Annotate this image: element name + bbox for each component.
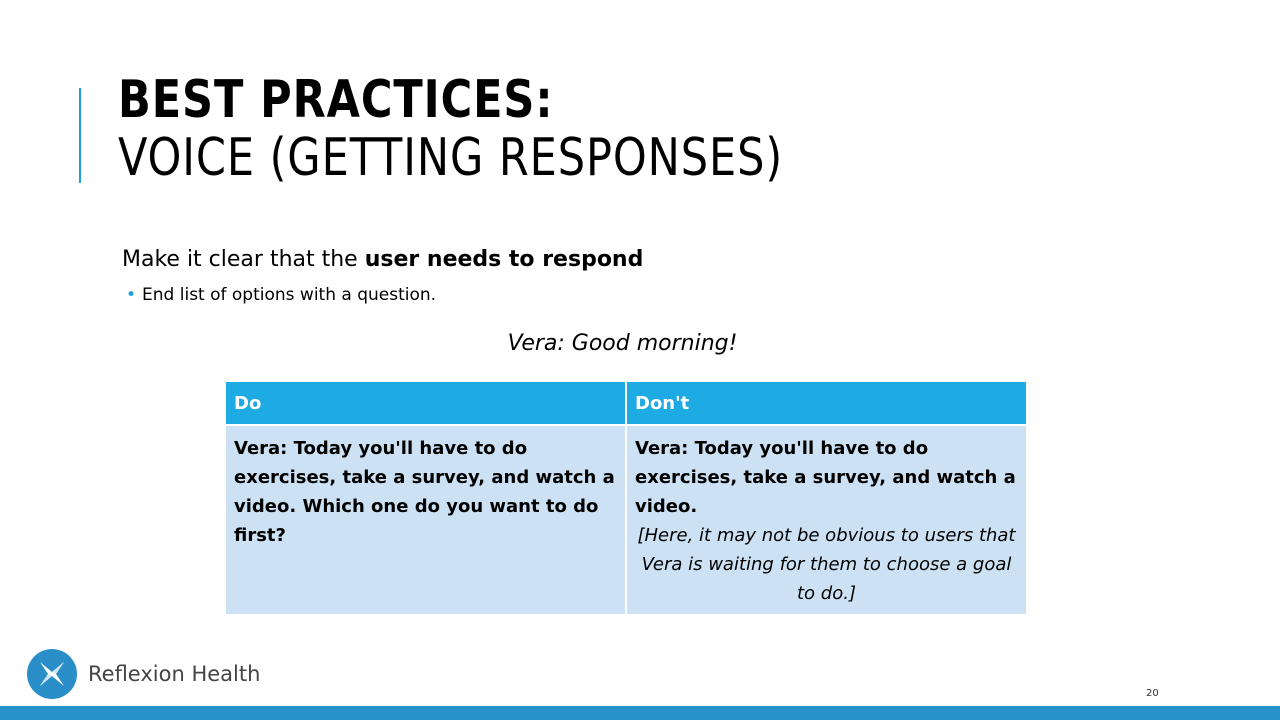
greeting-text: Vera: Good morning!	[507, 331, 738, 356]
dont-text: Vera: Today you'll have to do exercises, take a survey, and watch a video.	[635, 438, 1016, 517]
dont-note: [Here, it may not be obvious to users that Vera is waiting for them to choose a goal to do.]	[637, 525, 1016, 604]
footer-bar	[0, 706, 1280, 720]
body-heading	[122, 247, 643, 272]
table-row	[226, 425, 1026, 614]
page-number: 20	[1146, 688, 1159, 699]
cell-do	[226, 425, 626, 614]
title-line-2: VOICE (GETTING RESPONSES)	[118, 128, 784, 188]
bullet-text: End list of options with a question.	[142, 285, 437, 305]
body-heading-prefix: Make it clear that the	[122, 247, 365, 272]
do-text: Vera: Today you'll have to do exercises, take a survey, and watch a video. Which one do you want to do first?	[234, 438, 615, 546]
title-line-1: BEST PRACTICES:	[118, 70, 554, 130]
cell-dont	[626, 425, 1026, 614]
header-do: Do	[226, 382, 626, 425]
body-heading-bold: user needs to respond	[364, 247, 644, 272]
table-header-row	[226, 382, 1026, 425]
title-accent-line	[79, 88, 81, 183]
company-logo	[26, 648, 260, 700]
bullet-dot-icon: •	[126, 285, 137, 305]
slide-title	[118, 70, 841, 188]
header-dont: Don't	[626, 382, 1026, 425]
reflexion-logo-icon	[26, 648, 78, 700]
logo-text: Reflexion Health	[88, 662, 261, 686]
bullet-item	[126, 285, 436, 305]
do-dont-table	[226, 382, 1026, 614]
